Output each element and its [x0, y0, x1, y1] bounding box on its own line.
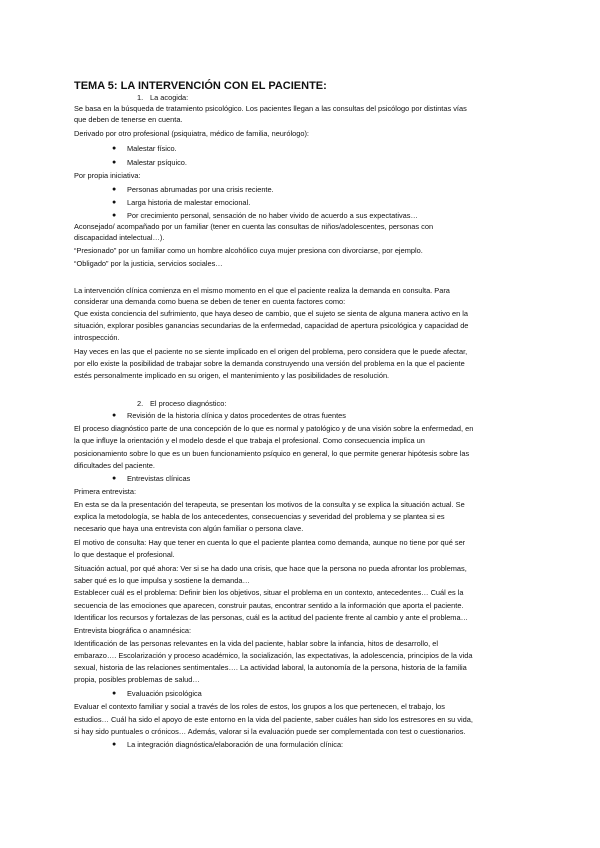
bullet-dot: ● — [112, 690, 117, 697]
paragraph-line: que deben de tenerse en cuenta. — [74, 115, 183, 124]
paragraph-line: discapacidad intelectual…). — [74, 233, 165, 242]
section-1-heading: La acogida: — [150, 93, 189, 102]
paragraph-line: Se basa en la búsqueda de tratamiento psicológico. Los pacientes llegan a las consultas del psicólogo por distintas vías — [74, 104, 467, 113]
bullet-dot: ● — [112, 741, 117, 748]
section-2-heading: El proceso diagnóstico: — [150, 399, 227, 408]
paragraph-line: embarazo…. Escolarización y proceso académico, la socialización, las expectativas, la adolescencia, principios de la vida — [74, 651, 473, 660]
section-1-number: 1. — [137, 93, 144, 102]
paragraph-line: El motivo de consulta: Hay que tener en cuenta lo que el paciente plantea como demanda, aunque no tiene por qué ser — [74, 538, 466, 547]
bullet-item: Personas abrumadas por una crisis reciente. — [127, 185, 274, 194]
paragraph-line: la que influye la orientación y el modelo desde el que trabaja el profesional. Como consecuencia implica un — [74, 436, 425, 445]
bullet-dot: ● — [112, 186, 117, 193]
bullet-item: Malestar físico. — [127, 144, 177, 153]
bullet-item: Revisión de la historia clínica y datos procedentes de otras fuentes — [127, 411, 346, 420]
paragraph-line: El proceso diagnóstico parte de una concepción de lo que es normal y patológico y de una visión sobre la enfermedad, en — [74, 424, 474, 433]
bullet-dot: ● — [112, 199, 117, 206]
bullet-item: Malestar psíquico. — [127, 158, 187, 167]
paragraph-line: explica la metodología, se habla de los antecedentes, consecuencias y severidad del problema y se plantea si es — [74, 512, 445, 521]
section-2-number: 2. — [137, 399, 144, 408]
bullet-item: Evaluación psicológica — [127, 689, 202, 698]
paragraph-line: La intervención clínica comienza en el mismo momento en el que el paciente realiza la demanda en consulta. Para — [74, 286, 450, 295]
paragraph-line: sexual, historia de las relaciones sentimentales…. La actividad laboral, la autonomía de la persona, historia de la familia — [74, 663, 467, 672]
bullet-dot: ● — [112, 475, 117, 482]
paragraph-line: si hay sido puntuales o crónicos… Además, valorar si la evaluación puede ser complementada con test o cuestionarios. — [74, 727, 466, 736]
paragraph-line: considerar una demanda como buena se deben de tener en cuenta factores como: — [74, 297, 346, 306]
paragraph-line: Aconsejado/ acompañado por un familiar (tener en cuenta las consultas de niños/adolescentes, personas con — [74, 222, 434, 231]
paragraph-line: Identificación de las personas relevantes en la vida del paciente, hablar sobre la infancia, hitos de desarrollo, el — [74, 639, 439, 648]
paragraph-line: estés personalmente implicado en su origen, el mantenimiento y las posibilidades de resolución. — [74, 371, 390, 380]
paragraph-line: Por propia iniciativa: — [74, 171, 141, 180]
paragraph-line: “Obligado” por la justicia, servicios sociales… — [74, 259, 223, 268]
bullet-dot: ● — [112, 145, 117, 152]
page-title: TEMA 5: LA INTERVENCIÓN CON EL PACIENTE: — [74, 80, 327, 92]
paragraph-line: Que exista conciencia del sufrimiento, que haya deseo de cambio, que el sujeto se sienta de alguna manera activo en la — [74, 309, 469, 318]
bullet-dot: ● — [112, 159, 117, 166]
paragraph-line: propia, posibles problemas de salud… — [74, 675, 200, 684]
paragraph-line: Derivado por otro profesional (psiquiatra, médico de familia, neurólogo): — [74, 129, 309, 138]
bullet-item: La integración diagnóstica/elaboración de una formulación clínica: — [127, 740, 344, 749]
bullet-item: Larga historia de malestar emocional. — [127, 198, 251, 207]
paragraph-line: necesario que haya una entrevista con algún familiar o persona clave. — [74, 524, 304, 533]
bullet-item: Por crecimiento personal, sensación de no haber vivido de acuerdo a sus expectativas… — [127, 211, 418, 220]
paragraph-line: En esta se da la presentación del terapeuta, se presentan los motivos de la consulta y se explica la situación actual. Se — [74, 500, 465, 509]
paragraph-line: situación, explorar posibles ganancias secundarias de la enfermedad, capacidad de apertura psicológica y capacidad de — [74, 321, 469, 330]
paragraph-line: secuencia de las emociones que aparecen, construir pautas, encontrar sentido a la información que aporta el paciente. — [74, 601, 464, 610]
paragraph-line: posicionamiento sobre lo que es un buen funcionamiento psíquico en general, lo que permite generar hipótesis sobre las — [74, 449, 470, 458]
paragraph-line: introspección. — [74, 333, 120, 342]
bullet-dot: ● — [112, 212, 117, 219]
paragraph-line: Situación actual, por qué ahora: Ver si se ha dado una crisis, que hace que la persona no pueda afrontar los problemas, — [74, 564, 467, 573]
paragraph-line: Evaluar el contexto familiar y social a través de los roles de estos, los grupos a los que pertenecen, el trabajo, los — [74, 702, 445, 711]
bullet-item: Entrevistas clínicas — [127, 474, 191, 483]
paragraph-line: Hay veces en las que el paciente no se siente implicado en el origen del problema, pero considera que le puede afectar, — [74, 347, 468, 356]
paragraph-line: Entrevista biográfica o anamnésica: — [74, 626, 192, 635]
bullet-dot: ● — [112, 412, 117, 419]
paragraph-line: Identificar los recursos y fortalezas de las personas, cuál es la actitud del paciente frente al cambio y ante el problema… — [74, 613, 468, 622]
paragraph-line: por ello existe la posibilidad de trabajar sobre la demanda construyendo una versión del problema en la que el paciente — [74, 359, 465, 368]
paragraph-line: Establecer cuál es el problema: Definir bien los objetivos, situar el problema en un contexto, antecedentes… Cuál es la — [74, 588, 464, 597]
paragraph-line: “Presionado” por un familiar como un hombre alcohólico cuya mujer presiona con divorciarse, por ejemplo. — [74, 246, 423, 255]
paragraph-line: Primera entrevista: — [74, 487, 137, 496]
paragraph-line: dificultades del paciente. — [74, 461, 155, 470]
paragraph-line: saber qué es lo que impulsa y sostiene la demanda… — [74, 576, 250, 585]
paragraph-line: lo que destaque el profesional. — [74, 550, 175, 559]
paragraph-line: estudios… Cuál ha sido el apoyo de este entorno en la vida del paciente, saber cuáles han sido los estresores en su vida, — [74, 715, 473, 724]
